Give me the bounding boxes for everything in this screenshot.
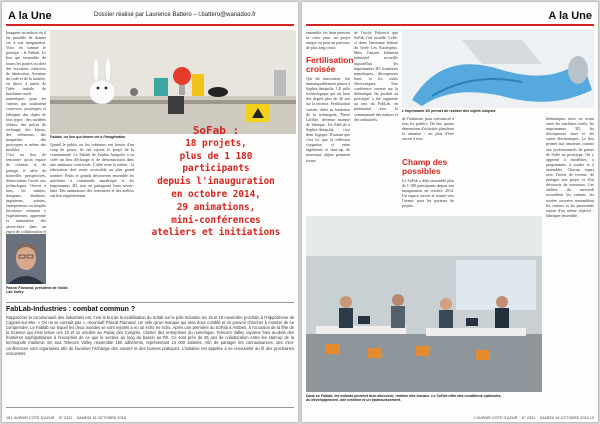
portrait-caption-line: Lab Valley	[6, 290, 24, 295]
sofab-line: 18 projets,	[185, 137, 247, 149]
right-col1-intro: ensemble, les liens peuvent se créer pour un projet unique ou pour un parcours de plus long cours.	[306, 30, 350, 51]
classroom-illustration	[306, 216, 542, 392]
header-rule	[6, 24, 294, 26]
printer-caption: L'imprimante 3D permet de réaliser des objets uniques	[402, 109, 496, 113]
middle-paragraph: Quand le public ou les créateurs ont besoin d'un coup de pouce, ils ont rejoint le projet de la communauté. Le Fablab de Sophia Antipolis a su créer un lieu d'échange et de démonstration dans une ambiance conviviale. L'idée reste la même : la fabrication doit rester accessible au plus grand nombre. Petits et grands découvrent ensemble les machines à commande numérique et les imprimantes 3D, tout en partageant leurs savoir-faire. Des animations, des rencontres et des ateliers ont lieu régulièrement.	[50, 142, 134, 198]
fablab-photo-illustration	[50, 30, 296, 134]
sofab-line: plus de 1 180	[179, 150, 253, 162]
printer-illustration	[402, 30, 594, 108]
section-title-right: A la Une	[548, 10, 592, 22]
sofab-line: depuis l'inauguration	[157, 176, 275, 188]
sofab-line: mini-conférences	[171, 214, 261, 226]
header-rule	[306, 24, 594, 26]
right-col2-body: de l'école Polytech que SoFab s'est installé. Celle-ci dans l'ancienne bâtisse du lycée Les Eucalyptus. Mais l'ancien bâtiment industriel accueille aujourd'hui les imprimantes 3D, fraiseuses numériques, découpeuses laser, et les outils électroniques. Une conférence ouverte sur la thématique 'du produit au prototype' a été organisée au sein du FabLab, en partenariat avec la communauté des makers et des industriels.	[354, 30, 398, 122]
right-footer	[474, 416, 594, 420]
right-col1-body: Qui dit innovation, fait immanquablement penser à Sophia-Antipolis. LE pôle technologique qui est bien des degrés plus de 40 ans sur la terrasse. Fertilisation croisée, chère au fondateur de la technopole, Pierre Laffitte, devenue marque de fabrique. Un FabLab à Sophia-Antipolis, c'est donc logique. D'autant que c'est ici que la réflexion s'organise, si entre ingénieurs et start-up, de nouveaux objets prennent forme.	[306, 76, 350, 163]
portrait-photo	[6, 234, 46, 284]
footer-date: SAMEDI 16 OCTOBRE 2015	[76, 416, 126, 420]
right-page	[302, 2, 598, 422]
photo-caption: Fablab, un lieu qui donne vie à l'imagination	[50, 135, 126, 139]
classroom-caption-line: du développement, une création et un épanouissement.	[306, 398, 402, 403]
printer-photo	[402, 30, 594, 108]
footer-issue: N° 2331	[58, 416, 73, 420]
portrait-caption-line: Pascal Flamand, président de Sofab	[6, 286, 68, 290]
right-col4-body: thématiques mise en avant entre les machines outils, les imprimantes 3D, les découpeuses laser et les cartes électroniques. Le lieu permet aux amateurs comme aux professionnels de passer de l'idée au prototype. On y apprend à modéliser, à programmer, à souder et à assembler. Chacun repart avec l'envie de revenir, de partager son projet et d'en découvrir de nouveaux. Les ateliers du mercredi accueillent les enfants, les soirées ouvertes ressemblent les curieux et les passionnés autour d'un même objectif : fabriquer ensemble.	[546, 116, 594, 218]
heading-champ: Champ des possibles	[402, 157, 448, 176]
footer-publication: 18 L'AVENIR CÔTE D'AZUR	[6, 416, 55, 420]
footer-issue: N° 2331	[521, 416, 536, 420]
dossier-credit: Dossier réalisé par Laurence Battero – l.battero@wanadoo.fr	[94, 12, 256, 18]
middle-column	[50, 142, 134, 298]
left-page	[2, 2, 298, 422]
classroom-photo	[306, 216, 542, 392]
portrait-illustration	[6, 234, 46, 284]
classroom-caption-line: Dans ce Fablab, les enfants peuvent bien découvrir, réaliser des travaux. Le SoFab offre des conditions optimales,	[306, 394, 502, 398]
portrait-caption	[6, 286, 68, 295]
section-title-left: A la Une	[8, 10, 52, 22]
footer-date: SAMEDI 16 OCTOBRE 2015 19	[539, 416, 594, 420]
intro-paragraph: C'est au lieu de rencontre qu'un espace de création et de partage, il offre de nouvelles perspectives, démocratiser l'accès aux technologies. Ouvert à tous, les makers, designers, étudiants, ingénieurs, artistes, entrepreneurs ou simples bricoleurs viennent y expérimenter, apprendre et transmettre des savoir-faire dans un esprit de collaboration et	[6, 152, 46, 234]
left-footer	[6, 416, 126, 420]
classroom-caption	[306, 394, 542, 403]
sofab-line: en octobre 2014,	[171, 188, 261, 200]
sofab-line: 29 animations,	[176, 201, 256, 213]
intro-paragraph: Imaginer un endroit où il est possible de donner vie à son imagination. Voici en somme le principe : le Fablab. Le lieu qui rassemble de toutes les parties ou chez des vocations créatrices de fabrication. Aventure du code et de la matière, en direct à partir de l'idée initiale de machines-outils numériques pour les curieux qui souhaitent concevoir, prototyper et fabriquer des objets de tous types : des modèles réduits, des pièces de rechange, des bijoux, des vêtements, des maquettes, des prototypes et même des meubles.	[6, 30, 46, 153]
sofab-pullquote	[136, 125, 296, 277]
fablab-photo	[50, 30, 296, 134]
box-body: Rapprocher la communauté des industriels est, c'est le but de la mobilisation du Sofab sur le pôle Industrie les 18 et 19 novembre prochain à l'Hippodrome de Cagnes-sur-Mer. « On ne se connaît pas », reconnaît Pascal Flamand. Un vide qu'un manque qui sera donc comblé et un pouvoir chercher à montrer de se comprendre. Le Fablab sur lequel les deux mondes se sont rejoints a eu un écho en écho. Après une première au SoFab à Antibes, à l'occasion de la fête de la Science qui s'est tenue ces 10 et 11 octobre au Palais des Congrès. Cluster des entreprises du numérique, Telecom Valley rayonne bien au-delà des frontières sophipolitaines à l'exception de ce que le secteur au long du bassin au Rh. Ce sont près de 25 ans de collaboration entre les start-up de la technopole maritime. En tout Telecom Valley rassemble 150 adhérents, représentant 14 000 salariés. Afin de partager les connaissances, des mini-conférences sont organisées afin de favoriser l'échange des savoirs et des bonnes pratiques. L'initiative est appelée à se renouveler au fil des prochaines rencontres.	[6, 315, 294, 356]
box-title: FabLab-Industries : combat commun ?	[6, 306, 136, 313]
right-col3-body: Le SoFab a déjà rassemblé plus de 1 180 participants depuis son inauguration en octobre 2014. Un espace ouvert et tourné vers l'avenir pour les porteurs de projets.	[402, 178, 454, 209]
dossier-email: l.battero@wanadoo.fr	[198, 12, 256, 18]
heading-fertilisation: Fertilisation croisée	[306, 55, 354, 74]
sofab-line: ateliers et initiations	[151, 227, 281, 239]
dossier-author: Dossier réalisé par Laurence Battero	[94, 12, 192, 18]
intro-column	[6, 30, 46, 234]
fablab-industries-box	[6, 302, 294, 408]
right-col3-intro: de l'industrie, pour convaincre à tous les publics. De fait, quatre dimensions d'activités planifient la semaine : en plus d'être ouvert à tous.	[402, 116, 454, 142]
footer-publication: L'AVENIR CÔTE D'AZUR	[474, 416, 518, 420]
sofab-line: participants	[182, 163, 250, 175]
sofab-title: SoFab :	[192, 124, 240, 137]
